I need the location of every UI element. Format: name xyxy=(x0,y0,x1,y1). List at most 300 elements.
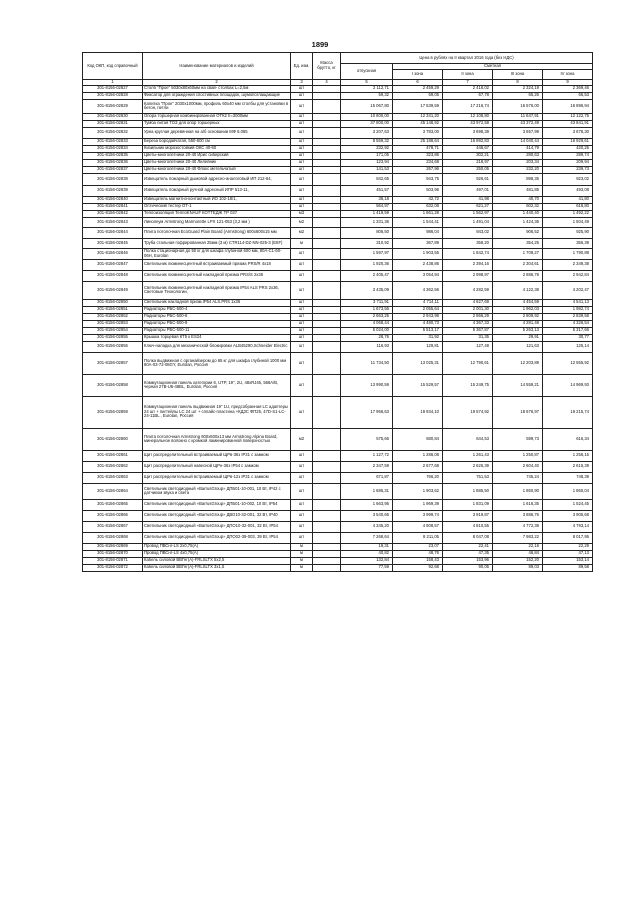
row-name: Калитка "Прое" 2030х1000мм, профиль 60х40 мм столбы для установки в бетон, петли xyxy=(143,99,291,113)
row-code: 301-8156-02869 xyxy=(83,543,143,550)
row-unit: шт xyxy=(291,270,313,281)
row-code: 301-8156-02867 xyxy=(83,521,143,532)
row-zone3-price: 232,20 xyxy=(493,166,543,173)
row-zone4-price: 8 017,95 xyxy=(543,532,593,543)
page-number: 1899 xyxy=(311,40,329,49)
row-zone4-price: 2 839,58 xyxy=(543,313,593,320)
row-code: 301-8156-02839 xyxy=(83,185,143,196)
row-code: 301-8156-02856 xyxy=(83,341,143,352)
row-unit: м xyxy=(291,564,313,571)
table-row xyxy=(83,152,593,159)
row-zone2-price: 3 698,39 xyxy=(443,127,493,138)
row-name: Опора торшерная комбинированная ОТК2 h=3000мм xyxy=(143,113,291,120)
row-mass xyxy=(313,334,341,341)
row-code: 301-8156-02860 xyxy=(83,428,143,450)
table-row xyxy=(83,259,593,270)
row-code: 301-8156-02854 xyxy=(83,327,143,334)
row-zone2-price: 43 972,58 xyxy=(443,120,493,127)
row-mass xyxy=(313,306,341,313)
header-zone-1: I зона xyxy=(393,69,443,79)
row-zone3-price: 1 616,35 xyxy=(493,499,543,510)
row-zone2-price: 2 001,30 xyxy=(443,306,493,313)
row-mass xyxy=(313,185,341,196)
row-zone1-price: 69,05 xyxy=(393,92,443,99)
row-code: 301-8156-02864 xyxy=(83,483,143,499)
row-zone3-price: 599,73 xyxy=(493,428,543,450)
row-release-price: 1 331,36 xyxy=(341,217,393,227)
table-row xyxy=(83,334,593,341)
row-code: 301-8156-02868 xyxy=(83,532,143,543)
row-zone4-price: 125,14 xyxy=(543,341,593,352)
row-code: 301-8156-02859 xyxy=(83,396,143,428)
table-row xyxy=(83,145,593,152)
row-release-price: 2 663,25 xyxy=(341,313,393,320)
row-zone2-price: 218,97 xyxy=(443,159,493,166)
row-release-price: 8 559,32 xyxy=(341,138,393,145)
row-zone4-price: 3 905,68 xyxy=(543,510,593,521)
row-zone1-price: 1 661,28 xyxy=(393,210,443,217)
table-row xyxy=(83,428,593,450)
table-row xyxy=(83,352,593,374)
row-zone3-price: 354,25 xyxy=(493,238,543,248)
table-row xyxy=(83,281,593,299)
row-name: Плита потолочная EcoGuard Plain Board (Armstrong) 600х600х15 мм xyxy=(143,227,291,238)
row-zone3-price: 1 962,03 xyxy=(493,306,543,313)
row-name: Радиаторы РБС-500-11 xyxy=(143,327,291,334)
row-zone1-price: 17 539,59 xyxy=(393,99,443,113)
row-zone2-price: 19 574,92 xyxy=(443,396,493,428)
row-zone4-price: 12 555,92 xyxy=(543,352,593,374)
row-mass xyxy=(313,557,341,564)
row-release-price: 4 345,20 xyxy=(341,521,393,532)
row-mass xyxy=(313,92,341,99)
row-name: Береза бородавчатая, 550-600 см xyxy=(143,138,291,145)
row-unit: шт xyxy=(291,159,313,166)
row-zone2-price: 4 282,59 xyxy=(443,281,493,299)
row-zone2-price: 67,78 xyxy=(443,92,493,99)
row-name: Кабель силовой ВВГнг(А)-FRLSLTX 3х1,5 xyxy=(143,564,291,571)
row-unit: м3 xyxy=(291,210,313,217)
table-row xyxy=(83,450,593,461)
row-code: 301-8156-02835 xyxy=(83,152,143,159)
row-zone3-price: 414,79 xyxy=(493,145,543,152)
table-row xyxy=(83,185,593,196)
row-code: 301-8156-02834 xyxy=(83,145,143,152)
row-zone4-price: 1 492,22 xyxy=(543,210,593,217)
row-zone2-price: 2 998,97 xyxy=(443,270,493,281)
row-release-price: 123,94 xyxy=(341,159,393,166)
row-code: 301-8156-02841 xyxy=(83,203,143,210)
row-mass xyxy=(313,521,341,532)
table-row xyxy=(83,127,593,138)
table-row xyxy=(83,320,593,327)
row-unit: шт xyxy=(291,499,313,510)
row-name: Извещатель пожарный ручной адресный ИПР 513-11, xyxy=(143,185,291,196)
row-zone3-price: 203,34 xyxy=(493,159,543,166)
table-row xyxy=(83,270,593,281)
row-zone2-price: 5 367,87 xyxy=(443,327,493,334)
row-unit: м xyxy=(291,543,313,550)
table-header xyxy=(83,53,593,86)
row-mass xyxy=(313,217,341,227)
row-mass xyxy=(313,428,341,450)
row-zone3-price: 3 657,99 xyxy=(493,127,543,138)
row-zone1-price: 1 969,39 xyxy=(393,499,443,510)
row-zone3-price: 4 122,38 xyxy=(493,281,543,299)
row-release-price: 3 711,91 xyxy=(341,299,393,306)
row-zone4-price: 22,29 xyxy=(543,543,593,550)
row-unit: шт xyxy=(291,259,313,270)
row-name: Щит распределительный навесной ЩРн-36з IP54 с замком xyxy=(143,461,291,472)
row-zone2-price: 17 216,74 xyxy=(443,99,493,113)
row-zone4-price: 16 929,61 xyxy=(543,138,593,145)
row-mass xyxy=(313,196,341,203)
row-zone1-price: 4 362,56 xyxy=(393,281,443,299)
row-mass xyxy=(313,127,341,138)
row-release-price: 13 990,59 xyxy=(341,374,393,396)
row-zone2-price: 3 919,87 xyxy=(443,510,493,521)
row-code: 301-8156-02842 xyxy=(83,210,143,217)
row-mass xyxy=(313,472,341,483)
row-zone4-price: 209,94 xyxy=(543,159,593,166)
header-mass: Масса брутто, кг xyxy=(313,53,341,80)
row-code: 301-8156-02858 xyxy=(83,374,143,396)
header-zone-2: II зона xyxy=(443,69,493,79)
row-code: 301-8156-02844 xyxy=(83,227,143,238)
row-zone4-price: 4 793,14 xyxy=(543,521,593,532)
row-zone3-price: 745,24 xyxy=(493,472,543,483)
row-zone2-price: 1 885,50 xyxy=(443,483,493,499)
row-zone4-price: 748,39 xyxy=(543,472,593,483)
row-unit: шт xyxy=(291,352,313,374)
row-mass xyxy=(313,113,341,120)
row-code: 301-8156-02872 xyxy=(83,564,143,571)
row-release-price: 3 207,63 xyxy=(341,127,393,138)
row-mass xyxy=(313,99,341,113)
row-zone4-price: 43 841,91 xyxy=(543,120,593,127)
row-zone1-price: 943,75 xyxy=(393,173,443,185)
row-zone3-price: 2 324,19 xyxy=(493,85,543,92)
row-mass xyxy=(313,341,341,352)
table-row xyxy=(83,113,593,120)
row-name: Цветы-многолетники 20-40 Ирис сибирский xyxy=(143,152,291,159)
row-mass xyxy=(313,299,341,306)
row-zone3-price: 40,70 xyxy=(493,196,543,203)
row-mass xyxy=(313,550,341,557)
row-zone2-price: 358,20 xyxy=(443,238,493,248)
row-zone4-price: 1 860,04 xyxy=(543,483,593,499)
row-zone3-price: 2 604,40 xyxy=(493,461,543,472)
row-zone1-price: 25 188,64 xyxy=(393,138,443,145)
row-zone2-price: 2 866,29 xyxy=(443,313,493,320)
row-zone4-price: 2 349,38 xyxy=(543,259,593,270)
table-row xyxy=(83,510,593,521)
row-zone3-price: 14 559,21 xyxy=(493,374,543,396)
row-release-price: 2 405,47 xyxy=(341,270,393,281)
row-unit: шт xyxy=(291,306,313,313)
row-zone1-price: 92,68 xyxy=(393,564,443,571)
row-zone3-price: 29,91 xyxy=(493,334,543,341)
table-row xyxy=(83,396,593,428)
row-mass xyxy=(313,270,341,281)
row-zone1-price: 680,84 xyxy=(393,428,443,450)
row-zone3-price: 1 424,36 xyxy=(493,217,543,227)
row-code: 301-8156-02850 xyxy=(83,299,143,306)
row-zone1-price: 3 054,94 xyxy=(393,270,443,281)
row-mass xyxy=(313,543,341,550)
row-unit: шт xyxy=(291,341,313,352)
row-zone4-price: 4 202,47 xyxy=(543,281,593,299)
row-release-price: 5 024,00 xyxy=(341,327,393,334)
row-code: 301-8156-02845 xyxy=(83,238,143,248)
row-zone4-price: 289,74 xyxy=(543,152,593,159)
row-mass xyxy=(313,461,341,472)
table-row xyxy=(83,306,593,313)
row-mass xyxy=(313,138,341,145)
row-name: Светильник люминесцентный накладной призма PRS/S 2х36 xyxy=(143,270,291,281)
row-code: 301-8156-02865 xyxy=(83,499,143,510)
table-row xyxy=(83,532,593,543)
row-unit: шт xyxy=(291,196,313,203)
row-zone1-price: 1 903,62 xyxy=(393,483,443,499)
row-zone2-price: 1 562,97 xyxy=(443,210,493,217)
row-name: Светильник люминесцентный накладной призма IP54 ALS PRS 2х36, Световые Технологии, xyxy=(143,281,291,299)
row-zone1-price: 13 025,31 xyxy=(393,352,443,374)
column-number: 2 xyxy=(143,79,291,85)
row-zone1-price: 42,72 xyxy=(393,196,443,203)
row-name: Линолеум Armstrong Marmorette LPX 121-053 (3,2 мм ) xyxy=(143,217,291,227)
row-zone1-price: 23,07 xyxy=(393,543,443,550)
table-row xyxy=(83,472,593,483)
row-mass xyxy=(313,173,341,185)
row-zone3-price: 43 372,49 xyxy=(493,120,543,127)
row-zone1-price: 632,08 xyxy=(393,203,443,210)
row-name: Кабель силовой ВВГнг(А)-FRLSLTX 5х2,5 xyxy=(143,557,291,564)
row-release-price: 2 112,71 xyxy=(341,85,393,92)
row-zone4-price: 2 369,46 xyxy=(543,85,593,92)
row-zone4-price: 1 256,15 xyxy=(543,450,593,461)
row-name: Полка выдвижная с органайзером до 65 кг для шкафа глубиной 1000 мм 80А-03-72-08GY, Eurolan, Россия xyxy=(143,352,291,374)
row-name: Извещатель пожарный дымовой адресно-аналоговый ИП 212-64, xyxy=(143,173,291,185)
row-release-price: 17 956,63 xyxy=(341,396,393,428)
row-zone1-price: 2 943,98 xyxy=(393,313,443,320)
row-zone4-price: 2 942,84 xyxy=(543,270,593,281)
row-zone3-price: 602,32 xyxy=(493,203,543,210)
row-zone1-price: 12 341,20 xyxy=(393,113,443,120)
row-zone3-price: 2 304,61 xyxy=(493,259,543,270)
row-zone4-price: 19 215,74 xyxy=(543,396,593,428)
row-zone1-price: 1 286,08 xyxy=(393,450,443,461)
row-code: 301-8156-02832 xyxy=(83,127,143,138)
row-release-price: 15 067,80 xyxy=(341,99,393,113)
row-unit: шт xyxy=(291,374,313,396)
row-mass xyxy=(313,159,341,166)
row-code: 301-8156-02862 xyxy=(83,461,143,472)
row-mass xyxy=(313,281,341,299)
row-release-price: 2 347,59 xyxy=(341,461,393,472)
header-price-group: Цена в рублях на II квартал 2016 года (без НДС) xyxy=(341,53,593,64)
row-zone4-price: 12 122,75 xyxy=(543,113,593,120)
header-name: Наименование материалов и изделий xyxy=(143,53,291,80)
row-name: Ключ-наладка для механической блокировки ALB45290,Schneider Electric xyxy=(143,341,291,352)
row-unit: шт xyxy=(291,334,313,341)
row-code: 301-8156-02853 xyxy=(83,320,143,327)
row-zone3-price: 12 203,89 xyxy=(493,352,543,374)
row-release-price: 132,84 xyxy=(341,557,393,564)
table-row xyxy=(83,159,593,166)
row-zone4-price: 16 896,94 xyxy=(543,99,593,113)
row-name: Фиксатор для ограждения спостивных площадок, шумопоглащающие xyxy=(143,92,291,99)
row-name: Светильник светодиодный «BarrusGroup» ДПБ01-10-001, 10 Вт, IP42 с датчиком звука и света xyxy=(143,483,291,499)
row-release-price: 1 127,72 xyxy=(341,450,393,461)
row-name: Урна круглая деревянная на а/б основании МФ 6.065 xyxy=(143,127,291,138)
column-number: 8 xyxy=(493,79,543,85)
row-code: 301-8156-02837 xyxy=(83,166,143,173)
row-release-price: 1 673,55 xyxy=(341,306,393,313)
row-name: Теплоизоляция ТеплоKNAUF КОТТЕДЖ ТР 037 xyxy=(143,210,291,217)
row-release-price: 3 540,66 xyxy=(341,510,393,521)
row-mass xyxy=(313,120,341,127)
table-row xyxy=(83,120,593,127)
row-zone1-price: 45 148,92 xyxy=(393,120,443,127)
row-zone4-price: 1 524,45 xyxy=(543,499,593,510)
row-zone2-price: 41,98 xyxy=(443,196,493,203)
row-name: Коммутационная панель выдвижная 19" 1U, предсобранная LC адаптеры 24 шт + пигтейлы LC 24 шт + сплайс-пластина +КДЗС ФП25, 47D-S1-LC-24-11BL , Eurolan, Россия xyxy=(143,396,291,428)
row-zone1-price: 1 903,55 xyxy=(393,248,443,259)
row-unit: шт xyxy=(291,127,313,138)
row-zone4-price: 493,08 xyxy=(543,185,593,196)
row-mass xyxy=(313,483,341,499)
table-row xyxy=(83,248,593,259)
column-number: 6 xyxy=(393,79,443,85)
row-zone2-price: 16 892,83 xyxy=(443,138,493,145)
row-zone1-price: 48,76 xyxy=(393,550,443,557)
row-release-price: 38,18 xyxy=(341,196,393,203)
table-row xyxy=(83,521,593,532)
table-row xyxy=(83,196,593,203)
table-row xyxy=(83,550,593,557)
row-unit: шт xyxy=(291,152,313,159)
row-zone3-price: 4 772,38 xyxy=(493,521,543,532)
row-unit: шт xyxy=(291,248,313,259)
row-code: 301-8156-02857 xyxy=(83,352,143,374)
row-mass xyxy=(313,85,341,92)
row-zone3-price: 1 709,27 xyxy=(493,248,543,259)
row-zone2-price: 751,53 xyxy=(443,472,493,483)
row-zone3-price: 18 676,97 xyxy=(493,396,543,428)
row-zone4-price: 47,13 xyxy=(543,550,593,557)
row-release-price: 19,31 xyxy=(341,543,393,550)
row-name: Крышка торцевая КТ5 к ES24 xyxy=(143,334,291,341)
row-release-price: 37 800,00 xyxy=(341,120,393,127)
row-mass xyxy=(313,152,341,159)
row-release-price: 141,53 xyxy=(341,166,393,173)
row-zone1-price: 5 513,17 xyxy=(393,327,443,334)
table-row xyxy=(83,210,593,217)
row-release-price: 171,05 xyxy=(341,152,393,159)
row-zone3-price: 14 040,44 xyxy=(493,138,543,145)
table-row xyxy=(83,99,593,113)
row-unit: м2 xyxy=(291,227,313,238)
column-number: 9 xyxy=(543,79,593,85)
row-zone3-price: 11 647,91 xyxy=(493,113,543,120)
row-zone2-price: 8 047,08 xyxy=(443,532,493,543)
row-mass xyxy=(313,532,341,543)
row-mass xyxy=(313,564,341,571)
row-mass xyxy=(313,259,341,270)
row-code: 301-8156-02870 xyxy=(83,550,143,557)
row-zone2-price: 2 394,16 xyxy=(443,259,493,270)
header-release: отпускная xyxy=(341,64,393,80)
table-row xyxy=(83,461,593,472)
table-row xyxy=(83,483,593,499)
row-unit: шт xyxy=(291,461,313,472)
row-release-price: 671,87 xyxy=(341,472,393,483)
row-unit: шт xyxy=(291,472,313,483)
row-zone3-price: 1 250,87 xyxy=(493,450,543,461)
row-zone1-price: 2 438,86 xyxy=(393,259,443,270)
row-name: Светильник светодиодный «BarrusGroup» ДПБ01-10-002, 10 Вт, IP54 xyxy=(143,499,291,510)
row-zone2-price: 31,35 xyxy=(443,334,493,341)
row-release-price: 1 597,97 xyxy=(341,248,393,259)
header-code: Код ОКП, код справочный xyxy=(83,53,143,80)
row-zone1-price: 1 544,41 xyxy=(393,217,443,227)
row-zone2-price: 497,01 xyxy=(443,185,493,196)
row-release-price: 77,59 xyxy=(341,564,393,571)
row-zone2-price: 15 249,75 xyxy=(443,374,493,396)
row-zone4-price: 420,25 xyxy=(543,145,593,152)
row-zone1-price: 323,86 xyxy=(393,152,443,159)
row-unit: шт xyxy=(291,327,313,334)
row-code: 301-8156-02848 xyxy=(83,270,143,281)
row-zone1-price: 129,81 xyxy=(393,341,443,352)
row-mass xyxy=(313,313,341,320)
row-mass xyxy=(313,510,341,521)
row-code: 301-8156-02847 xyxy=(83,259,143,270)
row-code: 301-8156-02871 xyxy=(83,557,143,564)
row-code: 301-8156-02838 xyxy=(83,173,143,185)
row-name: Светильник светодиодный «BarrusGroup» ДПО10-32-001, 32 Вт, IP54 xyxy=(143,521,291,532)
column-number: 3 xyxy=(291,79,313,85)
row-zone3-price: 7 983,22 xyxy=(493,532,543,543)
row-zone1-price: 986,04 xyxy=(393,227,443,238)
row-name: Тумба литая ТОЗ для опор торшерных xyxy=(143,120,291,127)
row-release-price: 575,66 xyxy=(341,428,393,450)
row-code: 301-8156-02861 xyxy=(83,450,143,461)
row-zone2-price: 2 416,02 xyxy=(443,85,493,92)
row-release-price: 40,82 xyxy=(341,550,393,557)
row-mass xyxy=(313,238,341,248)
row-zone4-price: 66,53 xyxy=(543,92,593,99)
row-code: 301-8156-02829 xyxy=(83,99,143,113)
row-zone1-price: 478,71 xyxy=(393,145,443,152)
row-zone1-price: 503,96 xyxy=(393,185,443,196)
row-zone2-price: 4 627,69 xyxy=(443,299,493,306)
row-release-price: 11 734,50 xyxy=(341,352,393,374)
table-row xyxy=(83,499,593,510)
table-row xyxy=(83,138,593,145)
row-zone1-price: 4 714,11 xyxy=(393,299,443,306)
row-unit: шт xyxy=(291,483,313,499)
header-unit: Ед. изм. xyxy=(291,53,313,80)
table-row xyxy=(83,166,593,173)
row-release-price: 1 419,59 xyxy=(341,210,393,217)
row-release-price: 3 435,09 xyxy=(341,281,393,299)
row-zone4-price: 1 790,88 xyxy=(543,248,593,259)
row-zone2-price: 926,61 xyxy=(443,173,493,185)
row-zone2-price: 644,53 xyxy=(443,428,493,450)
row-zone1-price: 3 783,00 xyxy=(393,127,443,138)
